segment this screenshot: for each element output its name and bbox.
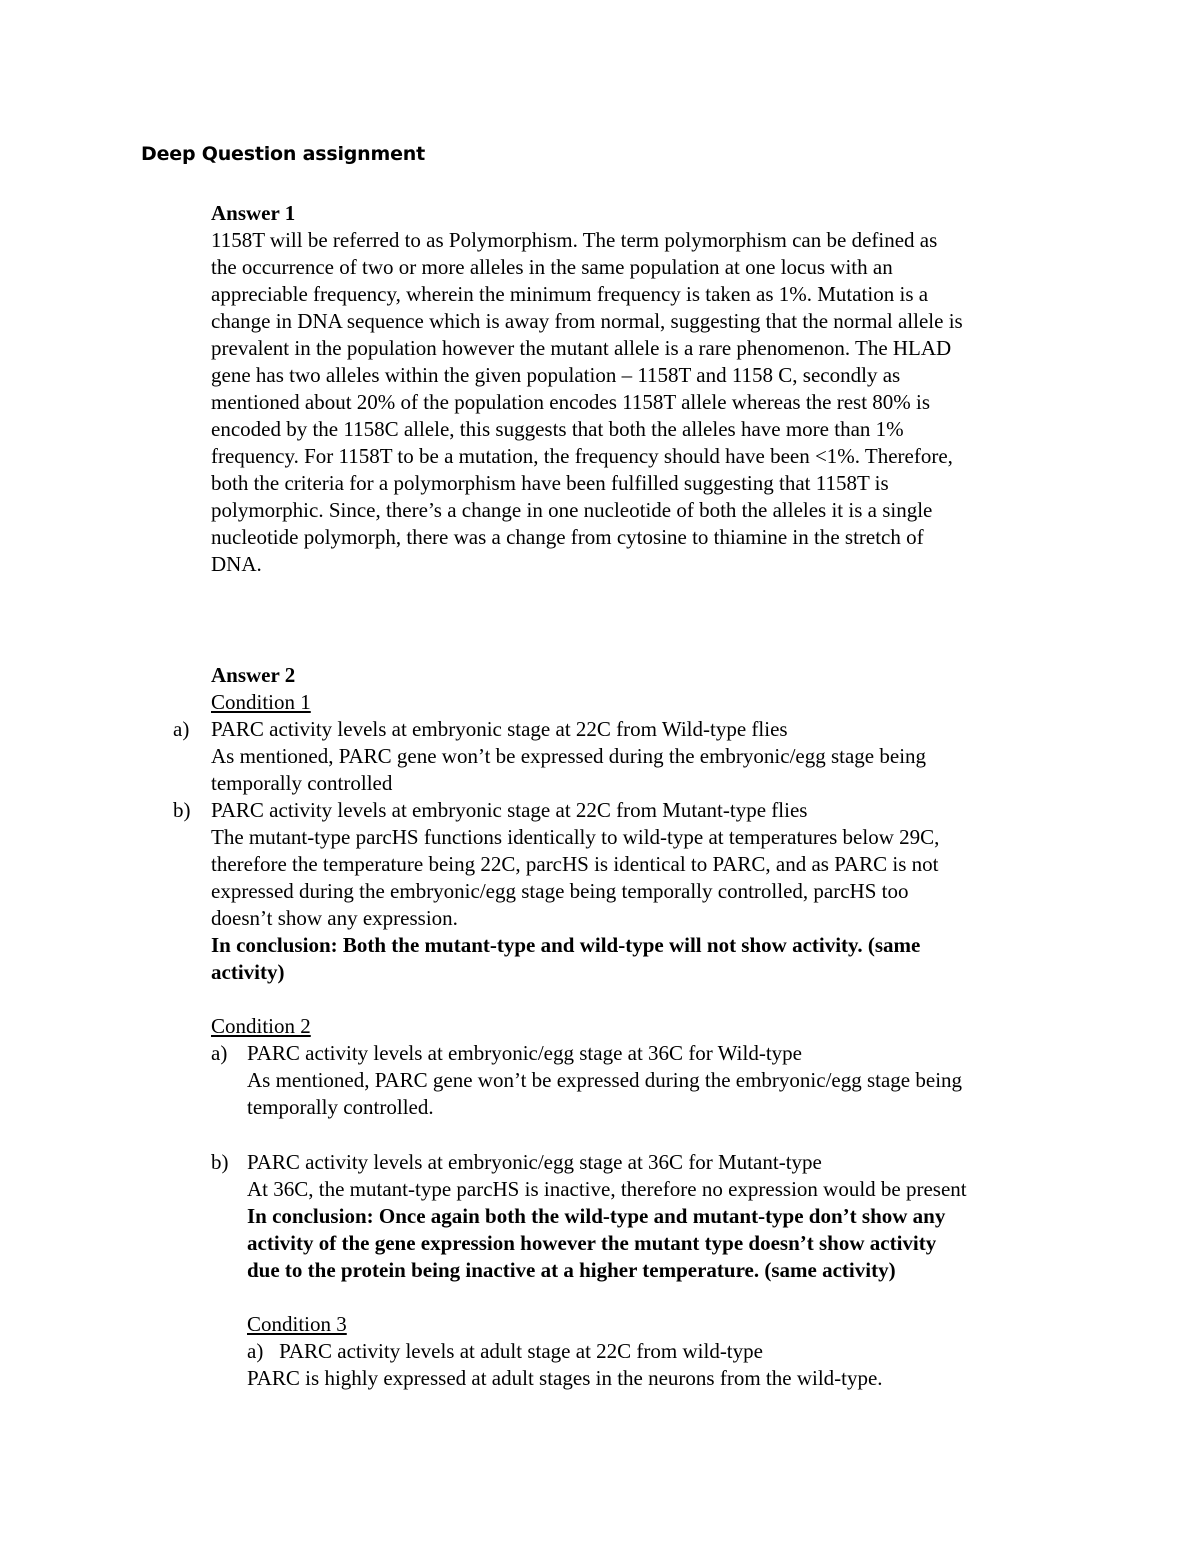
answer-1-line: DNA. [211, 552, 262, 576]
answer-1-line: encoded by the 1158C allele, this suggests that both the alleles have more than 1% [211, 417, 904, 441]
condition-1-b-line: therefore the temperature being 22C, parcHS is identical to PARC, and as PARC is not [211, 852, 939, 876]
condition-2-b-line: At 36C, the mutant-type parcHS is inactive, therefore no expression would be present [247, 1177, 967, 1201]
condition-2-conclusion: In conclusion: Once again both the wild-type and mutant-type don’t show any [247, 1204, 946, 1228]
answer-1-heading: Answer 1 [211, 201, 296, 225]
answer-1-line: nucleotide polymorph, there was a change from cytosine to thiamine in the stretch of [211, 525, 924, 549]
condition-1-a-line: PARC activity levels at embryonic stage at 22C from Wild-type flies [211, 717, 788, 741]
answer-1-line: polymorphic. Since, there’s a change in one nucleotide of both the alleles it is a single [211, 498, 933, 522]
condition-3-section [247, 1311, 883, 1392]
list-marker: a) [211, 1041, 228, 1065]
condition-3-a-text: PARC is highly expressed at adult stages in the neurons from the wild-type. [247, 1366, 883, 1390]
condition-1-a-line: As mentioned, PARC gene won’t be expressed during the embryonic/egg stage being [211, 744, 927, 768]
condition-2-conclusion: due to the protein being inactive at a higher temperature. (same activity) [247, 1258, 896, 1282]
condition-1-conclusion: In conclusion: Both the mutant-type and wild-type will not show activity. (same [211, 933, 921, 957]
condition-1-b-line: expressed during the embryonic/egg stage being temporally controlled, parcHS too [211, 879, 909, 903]
condition-1-conclusion: activity) [211, 960, 285, 984]
condition-2-b-line: PARC activity levels at embryonic/egg stage at 36C for Mutant-type [247, 1150, 822, 1174]
condition-1-b-line: doesn’t show any expression. [211, 906, 458, 930]
condition-1-label: Condition 1 [211, 690, 311, 714]
answer-1-line: prevalent in the population however the mutant allele is a rare phenomenon. The HLAD [211, 336, 952, 360]
answer-2-heading: Answer 2 [211, 663, 296, 687]
condition-2-item-a [211, 1040, 962, 1121]
condition-2-a-line: temporally controlled. [247, 1095, 434, 1119]
condition-1-a-line: temporally controlled [211, 771, 393, 795]
condition-1-item-b [173, 797, 939, 986]
answer-1-line: the occurrence of two or more alleles in the same population at one locus with an [211, 255, 893, 279]
condition-2-a-line: PARC activity levels at embryonic/egg stage at 36C for Wild-type [247, 1041, 802, 1065]
document-title: Deep Question assignment [141, 143, 425, 165]
list-marker: b) [211, 1150, 229, 1174]
list-marker: a) [173, 717, 190, 741]
answer-1-line: change in DNA sequence which is away from normal, suggesting that the normal allele is [211, 309, 963, 333]
answer-2-section [211, 662, 311, 716]
answer-1-line: mentioned about 20% of the population encodes 1158T allele whereas the rest 80% is [211, 390, 931, 414]
condition-3-a-line: a) PARC activity levels at adult stage at 22C from wild-type [247, 1339, 763, 1363]
condition-2-item-b [211, 1149, 967, 1284]
answer-1-line: 1158T will be referred to as Polymorphism. The term polymorphism can be defined as [211, 228, 938, 252]
answer-1-line: gene has two alleles within the given population – 1158T and 1158 C, secondly as [211, 363, 901, 387]
condition-2-section [211, 1013, 311, 1040]
condition-1-b-line: PARC activity levels at embryonic stage at 22C from Mutant-type flies [211, 798, 808, 822]
answer-1-line: frequency. For 1158T to be a mutation, the frequency should have been <1%. Therefore, [211, 444, 953, 468]
condition-1-b-line: The mutant-type parcHS functions identically to wild-type at temperatures below 29C, [211, 825, 940, 849]
condition-1-item-a [173, 716, 926, 797]
answer-1-line: appreciable frequency, wherein the minimum frequency is taken as 1%. Mutation is a [211, 282, 929, 306]
answer-1-section [211, 200, 1071, 578]
condition-2-conclusion: activity of the gene expression however the mutant type doesn’t show activity [247, 1231, 937, 1255]
condition-2-label: Condition 2 [211, 1014, 311, 1038]
list-marker: b) [173, 798, 191, 822]
condition-2-a-line: As mentioned, PARC gene won’t be expressed during the embryonic/egg stage being [247, 1068, 963, 1092]
answer-1-line: both the criteria for a polymorphism have been fulfilled suggesting that 1158T is [211, 471, 889, 495]
condition-3-label: Condition 3 [247, 1312, 347, 1336]
answer-1-paragraph [211, 227, 1071, 578]
